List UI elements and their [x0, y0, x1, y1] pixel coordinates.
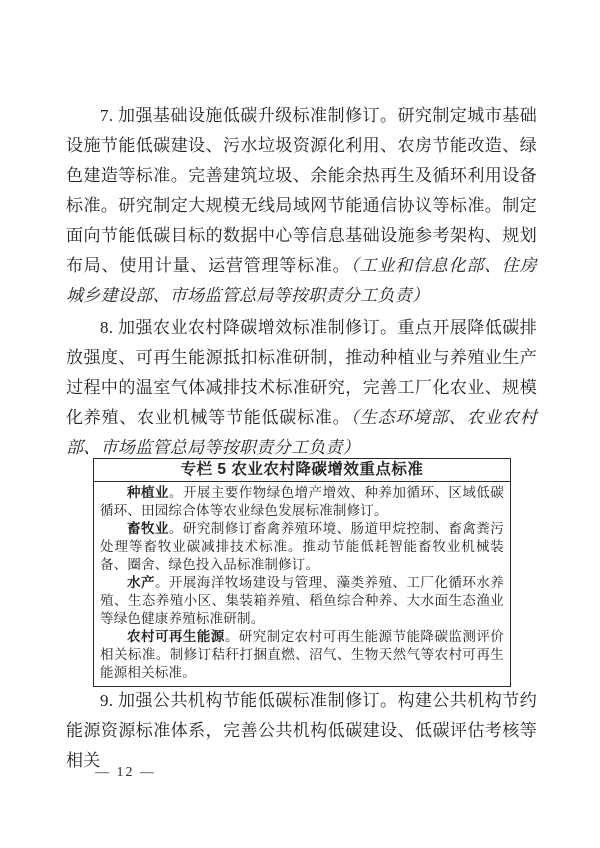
box-item-rural-renewables: [100, 628, 504, 682]
page-number: — 12 —: [95, 765, 156, 780]
paragraph-7-text: 7. 加强基础设施低碳升级标准制修订。研究制定城市基础设施节能低碳建设、污水垃圾资源化利用、农房节能改造、绿色建造等标准。完善建筑垃圾、余能余热再生及循环利用设备标准。研究制定大规模无线局域网节能通信协议等标准。制定面向节能低碳目标的数据中心等信息基础设施参考架构、规划布局、使用计量、运营管理等标准。: [66, 106, 537, 275]
document-body: [66, 0, 537, 848]
box-title: 专栏 5 农业农村降碳增效重点标准: [94, 459, 510, 482]
box-item-livestock: [100, 520, 504, 574]
box-item-planting: [100, 484, 504, 520]
paragraph-8-attribution: （生态环境部、农业农村部、市场监管总局等按职责分工负责）: [66, 408, 537, 457]
box-item-aquaculture-text: 。开展海洋牧场建设与管理、藻类养殖、工厂化循环水养殖、生态养殖小区、集装箱养殖、稻鱼综合种养、大水面生态渔业等绿色健康养殖标准研制。: [100, 575, 505, 626]
box-body: [94, 482, 510, 686]
box-item-livestock-text: 。研究制修订畜禽养殖环境、肠道甲烷控制、畜禽粪污处理等畜牧业碳减排技术标准。推动节能低耗智能畜牧业机械装备、圈舍、绿色投入品标准制修订。: [100, 521, 504, 572]
box-item-planting-text: 。开展主要作物绿色增产增效、种养加循环、区域低碳循环、田园综合体等农业绿色发展标准制修订。: [100, 485, 504, 518]
box-item-aquaculture-lead: 水产: [127, 575, 155, 590]
paragraph-7-attribution: （工业和信息化部、住房城乡建设部、市场监管总局等按职责分工负责）: [66, 256, 537, 305]
box-item-livestock-lead: 畜牧业: [127, 521, 169, 536]
paragraph-9-text: 9. 加强公共机构节能低碳标准制修订。构建公共机构节约能源资源标准体系，完善公共机构低碳建设、低碳评估考核等相关: [66, 691, 537, 770]
box-item-planting-lead: 种植业: [127, 485, 169, 500]
paragraph-7: [66, 101, 537, 311]
paragraph-9: [66, 686, 537, 776]
box-item-rural-renewables-text: 。研究制定农村可再生能源节能降碳监测评价相关标准。制修订秸秆打捆直燃、沼气、生物天然气等农村可再生能源相关标准。: [100, 629, 504, 680]
paragraph-8-text: 8. 加强农业农村降碳增效标准制修订。重点开展降低碳排放强度、可再生能源抵扣标准研制，推动种植业与养殖业生产过程中的温室气体减排技术标准研究，完善工厂化农业、规模化养殖、农业机械等节能低碳标准。: [66, 318, 537, 427]
box-item-aquaculture: [100, 574, 504, 628]
paragraph-8: [66, 313, 537, 463]
special-column-5-box: [93, 458, 511, 687]
box-item-rural-renewables-lead: 农村可再生能源: [127, 629, 225, 644]
